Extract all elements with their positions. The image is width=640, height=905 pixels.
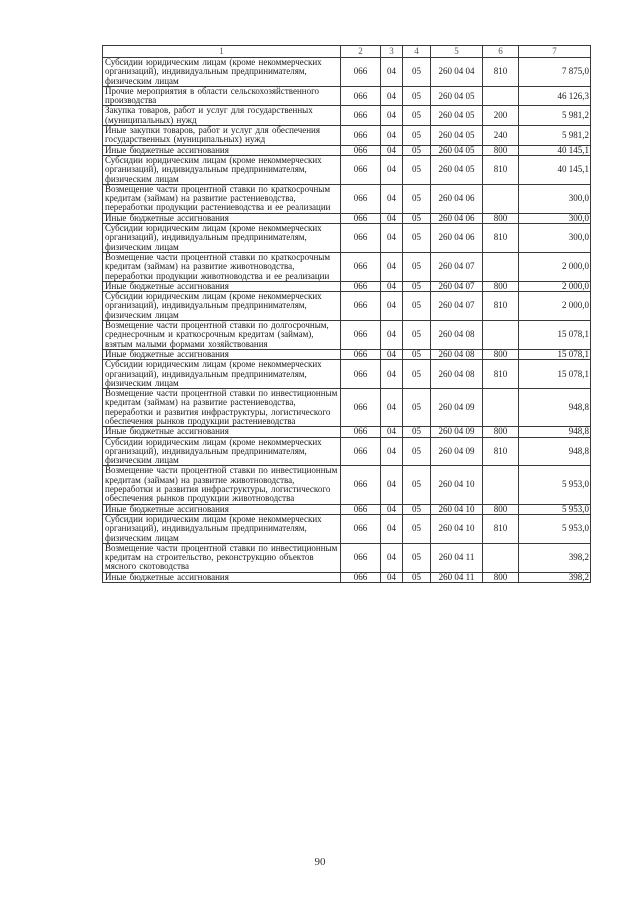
subsection-code-cell: 05 (403, 281, 431, 291)
amount-cell: 948,8 (519, 437, 591, 466)
amount-cell: 46 126,3 (519, 86, 591, 106)
row-name-cell: Иные бюджетные ассигнования (103, 349, 341, 359)
section-code-cell: 04 (381, 145, 403, 155)
target-item-cell: 260 04 11 (431, 543, 483, 572)
subsection-code-cell: 05 (403, 145, 431, 155)
section-code-cell: 04 (381, 437, 403, 466)
expense-type-cell: 800 (483, 349, 519, 359)
subsection-code-cell: 05 (403, 213, 431, 223)
subsection-code-cell: 05 (403, 360, 431, 389)
table-row (103, 58, 591, 87)
section-code-cell: 04 (381, 514, 403, 543)
expense-type-cell: 200 (483, 106, 519, 126)
row-name-cell: Иные бюджетные ассигнования (103, 213, 341, 223)
subsection-code-cell: 05 (403, 572, 431, 582)
expense-type-cell: 800 (483, 281, 519, 291)
table-row (103, 224, 591, 253)
amount-cell: 2 000,0 (519, 281, 591, 291)
page-number: 90 (314, 856, 326, 868)
table-row (103, 360, 591, 389)
row-name-cell: Закупка товаров, работ и услуг для государственных (муниципальных) нужд (103, 106, 341, 126)
ministry-code-cell: 066 (341, 86, 381, 106)
section-code-cell: 04 (381, 106, 403, 126)
column-header: 4 (403, 46, 431, 58)
row-name-cell: Субсидии юридическим лицам (кроме некоммерческих организаций), индивидуальным предпринимателям, физическим лицам (103, 224, 341, 253)
table-row (103, 466, 591, 504)
target-item-cell: 260 04 09 (431, 427, 483, 437)
subsection-code-cell: 05 (403, 184, 431, 213)
table-row (103, 106, 591, 126)
row-name-cell: Иные закупки товаров, работ и услуг для обеспечения государственных (муниципальных) нужд (103, 126, 341, 146)
amount-cell: 5 981,2 (519, 126, 591, 146)
column-header: 1 (103, 46, 341, 58)
target-item-cell: 260 04 07 (431, 292, 483, 321)
target-item-cell: 260 04 05 (431, 145, 483, 155)
section-code-cell: 04 (381, 252, 403, 281)
row-name-cell: Субсидии юридическим лицам (кроме некоммерческих организаций), индивидуальным предпринимателям, физическим лицам (103, 360, 341, 389)
amount-cell: 2 000,0 (519, 292, 591, 321)
amount-cell: 5 953,0 (519, 514, 591, 543)
ministry-code-cell: 066 (341, 466, 381, 504)
table-row (103, 504, 591, 514)
row-name-cell: Иные бюджетные ассигнования (103, 572, 341, 582)
expense-type-cell (483, 86, 519, 106)
row-name-cell: Возмещение части процентной ставки по краткосрочным кредитам (займам) на развитие растениеводства, переработки продукции растениеводства и ее реализации (103, 184, 341, 213)
table-row (103, 292, 591, 321)
table-row (103, 184, 591, 213)
subsection-code-cell: 05 (403, 543, 431, 572)
subsection-code-cell: 05 (403, 466, 431, 504)
subsection-code-cell: 05 (403, 126, 431, 146)
amount-cell: 5 953,0 (519, 504, 591, 514)
column-header: 5 (431, 46, 483, 58)
expense-type-cell (483, 466, 519, 504)
ministry-code-cell: 066 (341, 224, 381, 253)
target-item-cell: 260 04 06 (431, 184, 483, 213)
subsection-code-cell: 05 (403, 106, 431, 126)
section-code-cell: 04 (381, 86, 403, 106)
ministry-code-cell: 066 (341, 106, 381, 126)
expense-type-cell (483, 252, 519, 281)
subsection-code-cell: 05 (403, 504, 431, 514)
table-row (103, 145, 591, 155)
amount-cell: 948,8 (519, 389, 591, 427)
section-code-cell: 04 (381, 349, 403, 359)
section-code-cell: 04 (381, 126, 403, 146)
expense-type-cell: 810 (483, 514, 519, 543)
table-row (103, 281, 591, 291)
amount-cell: 300,0 (519, 224, 591, 253)
section-code-cell: 04 (381, 572, 403, 582)
table-row (103, 155, 591, 184)
table-row (103, 349, 591, 359)
amount-cell: 15 078,1 (519, 321, 591, 350)
target-item-cell: 260 04 05 (431, 106, 483, 126)
amount-cell: 2 000,0 (519, 252, 591, 281)
row-name-cell: Иные бюджетные ассигнования (103, 281, 341, 291)
table-row (103, 321, 591, 350)
amount-cell: 398,2 (519, 572, 591, 582)
column-header: 6 (483, 46, 519, 58)
table-row (103, 543, 591, 572)
ministry-code-cell: 066 (341, 389, 381, 427)
subsection-code-cell: 05 (403, 252, 431, 281)
section-code-cell: 04 (381, 427, 403, 437)
row-name-cell: Субсидии юридическим лицам (кроме некоммерческих организаций), индивидуальным предпринимателям, физическим лицам (103, 437, 341, 466)
table-row (103, 213, 591, 223)
ministry-code-cell: 066 (341, 145, 381, 155)
subsection-code-cell: 05 (403, 427, 431, 437)
section-code-cell: 04 (381, 321, 403, 350)
expense-type-cell (483, 321, 519, 350)
row-name-cell: Субсидии юридическим лицам (кроме некоммерческих организаций), индивидуальным предпринимателям, физическим лицам (103, 514, 341, 543)
amount-cell: 15 078,1 (519, 360, 591, 389)
amount-cell: 15 078,1 (519, 349, 591, 359)
ministry-code-cell: 066 (341, 58, 381, 87)
amount-cell: 398,2 (519, 543, 591, 572)
expense-type-cell: 800 (483, 504, 519, 514)
target-item-cell: 260 04 10 (431, 466, 483, 504)
section-code-cell: 04 (381, 184, 403, 213)
ministry-code-cell: 066 (341, 514, 381, 543)
ministry-code-cell: 066 (341, 155, 381, 184)
ministry-code-cell: 066 (341, 349, 381, 359)
subsection-code-cell: 05 (403, 155, 431, 184)
expense-type-cell: 810 (483, 58, 519, 87)
ministry-code-cell: 066 (341, 543, 381, 572)
section-code-cell: 04 (381, 292, 403, 321)
expense-type-cell: 810 (483, 437, 519, 466)
row-name-cell: Возмещение части процентной ставки по инвестиционным кредитам (займам) на развитие растениеводства, переработки и развития инфраструктуры, логистического обеспечения рынков продукции растениеводства (103, 389, 341, 427)
target-item-cell: 260 04 11 (431, 572, 483, 582)
section-code-cell: 04 (381, 360, 403, 389)
target-item-cell: 260 04 10 (431, 504, 483, 514)
column-header: 3 (381, 46, 403, 58)
target-item-cell: 260 04 08 (431, 321, 483, 350)
row-name-cell: Субсидии юридическим лицам (кроме некоммерческих организаций), индивидуальным предпринимателям, физическим лицам (103, 58, 341, 87)
table-row (103, 514, 591, 543)
subsection-code-cell: 05 (403, 389, 431, 427)
expense-type-cell: 810 (483, 360, 519, 389)
expense-type-cell: 800 (483, 145, 519, 155)
expense-type-cell: 810 (483, 155, 519, 184)
table-row (103, 437, 591, 466)
ministry-code-cell: 066 (341, 292, 381, 321)
table-row (103, 86, 591, 106)
expense-type-cell (483, 543, 519, 572)
ministry-code-cell: 066 (341, 360, 381, 389)
expense-type-cell: 800 (483, 572, 519, 582)
amount-cell: 40 145,1 (519, 155, 591, 184)
amount-cell: 5 981,2 (519, 106, 591, 126)
row-name-cell: Субсидии юридическим лицам (кроме некоммерческих организаций), индивидуальным предпринимателям, физическим лицам (103, 155, 341, 184)
target-item-cell: 260 04 05 (431, 86, 483, 106)
expense-type-cell: 810 (483, 292, 519, 321)
subsection-code-cell: 05 (403, 437, 431, 466)
target-item-cell: 260 04 09 (431, 437, 483, 466)
table-row (103, 252, 591, 281)
row-name-cell: Иные бюджетные ассигнования (103, 504, 341, 514)
expense-type-cell: 240 (483, 126, 519, 146)
table-row (103, 126, 591, 146)
subsection-code-cell: 05 (403, 224, 431, 253)
expense-type-cell: 800 (483, 427, 519, 437)
target-item-cell: 260 04 05 (431, 126, 483, 146)
section-code-cell: 04 (381, 504, 403, 514)
target-item-cell: 260 04 08 (431, 349, 483, 359)
ministry-code-cell: 066 (341, 427, 381, 437)
target-item-cell: 260 04 05 (431, 155, 483, 184)
amount-cell: 300,0 (519, 184, 591, 213)
target-item-cell: 260 04 04 (431, 58, 483, 87)
row-name-cell: Возмещение части процентной ставки по инвестиционным кредитам (займам) на развитие животноводства, переработки и развития инфраструктуры, логистического обеспечения рынков продукции животноводства (103, 466, 341, 504)
row-name-cell: Прочие мероприятия в области сельскохозяйственного производства (103, 86, 341, 106)
table-row (103, 389, 591, 427)
ministry-code-cell: 066 (341, 281, 381, 291)
section-code-cell: 04 (381, 224, 403, 253)
section-code-cell: 04 (381, 543, 403, 572)
expense-type-cell: 800 (483, 213, 519, 223)
ministry-code-cell: 066 (341, 572, 381, 582)
subsection-code-cell: 05 (403, 349, 431, 359)
table-row (103, 427, 591, 437)
subsection-code-cell: 05 (403, 86, 431, 106)
column-header: 7 (519, 46, 591, 58)
ministry-code-cell: 066 (341, 213, 381, 223)
ministry-code-cell: 066 (341, 252, 381, 281)
target-item-cell: 260 04 06 (431, 213, 483, 223)
section-code-cell: 04 (381, 155, 403, 184)
table-row (103, 572, 591, 582)
section-code-cell: 04 (381, 213, 403, 223)
subsection-code-cell: 05 (403, 292, 431, 321)
ministry-code-cell: 066 (341, 184, 381, 213)
target-item-cell: 260 04 10 (431, 514, 483, 543)
subsection-code-cell: 05 (403, 58, 431, 87)
amount-cell: 7 875,0 (519, 58, 591, 87)
table-header-row (103, 46, 591, 58)
target-item-cell: 260 04 06 (431, 224, 483, 253)
expense-type-cell (483, 184, 519, 213)
section-code-cell: 04 (381, 58, 403, 87)
target-item-cell: 260 04 07 (431, 252, 483, 281)
ministry-code-cell: 066 (341, 321, 381, 350)
section-code-cell: 04 (381, 389, 403, 427)
amount-cell: 300,0 (519, 213, 591, 223)
budget-table (102, 45, 591, 583)
target-item-cell: 260 04 07 (431, 281, 483, 291)
row-name-cell: Возмещение части процентной ставки по долгосрочным, среднесрочным и краткосрочным кредитам (займам), взятым малыми формами хозяйствования (103, 321, 341, 350)
row-name-cell: Субсидии юридическим лицам (кроме некоммерческих организаций), индивидуальным предпринимателям, физическим лицам (103, 292, 341, 321)
row-name-cell: Иные бюджетные ассигнования (103, 145, 341, 155)
ministry-code-cell: 066 (341, 126, 381, 146)
amount-cell: 5 953,0 (519, 466, 591, 504)
subsection-code-cell: 05 (403, 514, 431, 543)
expense-type-cell (483, 389, 519, 427)
target-item-cell: 260 04 09 (431, 389, 483, 427)
row-name-cell: Возмещение части процентной ставки по инвестиционным кредитам на строительство, реконструкцию объектов мясного скотоводства (103, 543, 341, 572)
amount-cell: 40 145,1 (519, 145, 591, 155)
target-item-cell: 260 04 08 (431, 360, 483, 389)
row-name-cell: Иные бюджетные ассигнования (103, 427, 341, 437)
row-name-cell: Возмещение части процентной ставки по краткосрочным кредитам (займам) на развитие животноводства, переработки продукции животноводства и ее реализации (103, 252, 341, 281)
ministry-code-cell: 066 (341, 504, 381, 514)
expense-type-cell: 810 (483, 224, 519, 253)
subsection-code-cell: 05 (403, 321, 431, 350)
ministry-code-cell: 066 (341, 437, 381, 466)
section-code-cell: 04 (381, 466, 403, 504)
section-code-cell: 04 (381, 281, 403, 291)
amount-cell: 948,8 (519, 427, 591, 437)
table-body (103, 58, 591, 583)
column-header: 2 (341, 46, 381, 58)
